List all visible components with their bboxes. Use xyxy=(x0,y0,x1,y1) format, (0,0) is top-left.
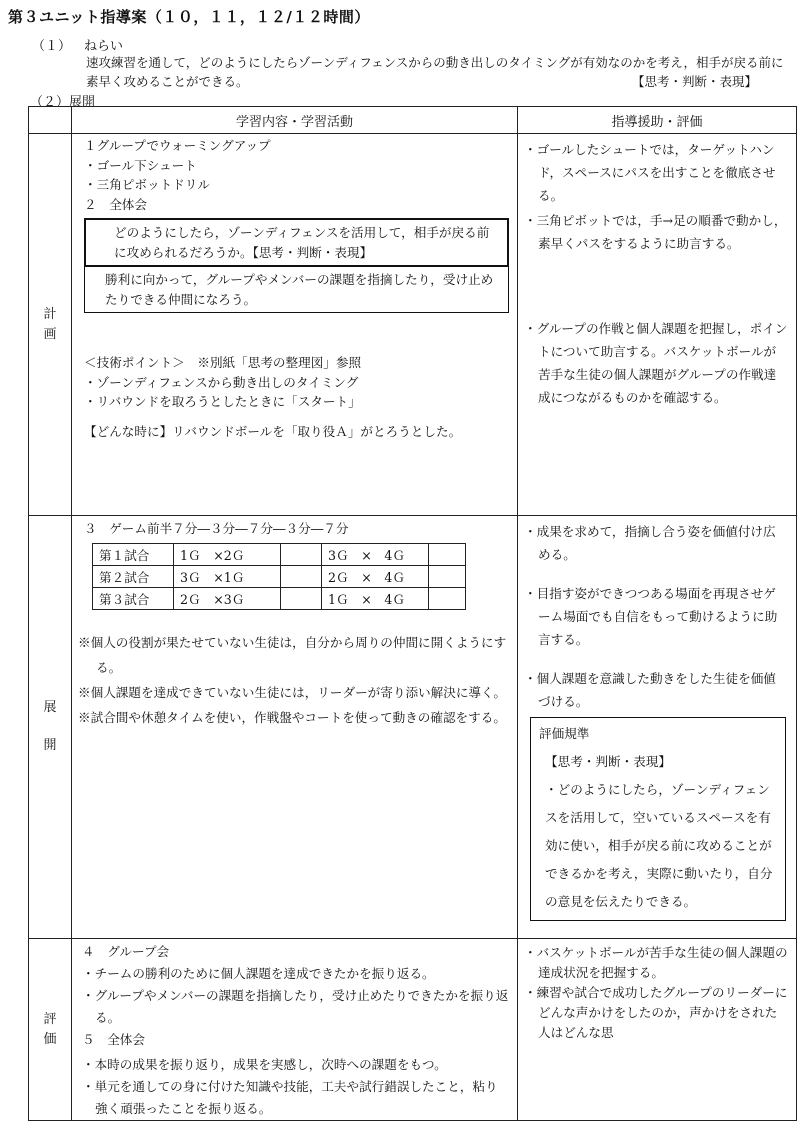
plan-intro-line: １グループでウォーミングアップ xyxy=(84,138,271,153)
plan-right xyxy=(518,134,797,516)
guidance-item: ・成果を求めて，指摘し合う姿を価値付け広める。 xyxy=(524,524,776,562)
phase-plan xyxy=(29,134,72,516)
evaluate-line: ・グループやメンバーの課題を指摘したり，受け止めたりできたかを振り返る。 xyxy=(82,988,509,1025)
when-text: リバウンドボールを「取り役Ａ」がとろうとした。 xyxy=(172,423,462,439)
game-gap xyxy=(429,565,466,587)
evaluate-line: ・チームの勝利のために個人課題を達成できたかを振り返る。 xyxy=(82,966,435,981)
plan-left xyxy=(72,134,518,516)
game-court2: 2Ｇ × 4Ｇ xyxy=(322,565,429,587)
develop-right xyxy=(518,516,797,939)
game-gap xyxy=(429,543,466,565)
game-court1: 3Ｇ ×1Ｇ xyxy=(174,565,281,587)
guidance-item: ・練習や試合で成功したグループのリーダーにどんな声かけをしたのか，声かけをされた人はどんな思 xyxy=(524,985,788,1040)
guidance-item: ・グループの作戦と個人課題を把握し，ポイントについて助言する。バスケットボールが苦手な生徒の個人課題がグループの作戦達成につながるものかを確認する。 xyxy=(524,321,788,405)
phase-develop xyxy=(29,516,72,939)
tech-points-title: ＜技術ポイント＞ ※別紙「思考の整理図」参照 xyxy=(84,355,362,370)
game-name: 第２試合 xyxy=(93,565,174,587)
game-court2: 1Ｇ × 4Ｇ xyxy=(322,587,429,609)
phase-plan-char2: 画 xyxy=(43,326,57,342)
guidance-item: ・バスケットボールが苦手な生徒の個人課題の達成状況を把握する。 xyxy=(524,945,788,980)
develop-left xyxy=(72,516,518,939)
evaluate-right xyxy=(518,939,797,1121)
table-row xyxy=(93,587,466,609)
lesson-table xyxy=(28,106,797,1121)
aim-heading xyxy=(32,35,123,54)
phase-evaluate xyxy=(29,939,72,1121)
header-guidance: 指導援助・評価 xyxy=(518,107,797,134)
guidance-item: ・ゴールしたシュートでは，ターゲットハンド，スペースにパスを出すことを徹底させる。 xyxy=(524,142,776,203)
goal-box: 勝利に向かって，グループやメンバーの課題を指摘したり，受け止めたりできる仲間になろう。 xyxy=(84,267,509,313)
aim-tag: 【思考・判断・表現】 xyxy=(632,74,758,89)
develop-note: ※個人課題を達成できていない生徒には，リーダーが寄り添い解決に導く。 xyxy=(78,684,506,700)
evaluation-criteria-tag: 【思考・判断・表現】 xyxy=(545,754,671,769)
plan-row xyxy=(29,134,797,516)
develop-guidance xyxy=(518,516,796,713)
tech-points xyxy=(72,313,517,412)
develop-row xyxy=(29,516,797,939)
game-schedule-table xyxy=(92,543,466,610)
page-title: 第３ユニット指導案（１０，１１，１２/１２時間） xyxy=(8,8,370,26)
phase-develop-char2: 開 xyxy=(43,738,57,753)
game-name: 第３試合 xyxy=(93,587,174,609)
phase-develop-char1: 展 xyxy=(43,700,57,715)
phase-evaluate-char1: 評 xyxy=(43,1011,57,1027)
plan-intro-line: ２ 全体会 xyxy=(84,196,147,212)
aim-number: （１） xyxy=(32,39,72,54)
plan-intro-line: ・三角ピボットドリル xyxy=(84,177,210,192)
table-row xyxy=(93,565,466,587)
header-blank xyxy=(29,107,72,134)
develop-note: ※試合間や休憩タイムを使い，作戦盤やコートを使って動きの確認をする。 xyxy=(78,709,506,725)
question-box: どのようにしたら，ゾーンディフェンスを活用して，相手が戻る前に攻められるだろうか。【思考・判断・表現】 xyxy=(84,218,509,267)
header-learning: 学習内容・学習活動 xyxy=(72,107,518,134)
evaluate-line: ４ グループ会 xyxy=(82,944,170,959)
evaluate-line: ・本時の成果を振り返り，成果を実感し，次時への課題をもつ。 xyxy=(82,1057,447,1072)
game-gap xyxy=(429,587,466,609)
guidance-item: ・個人課題を意識した動きをした生徒を価値づける。 xyxy=(524,671,776,709)
phase-plan-char1: 計 xyxy=(43,306,57,322)
evaluate-line: ５ 全体会 xyxy=(82,1032,145,1047)
plan-intro-line: ・ゴール下シュート xyxy=(84,157,197,173)
game-court1: 1Ｇ ×2Ｇ xyxy=(174,543,281,565)
aim-label: ねらい xyxy=(84,39,124,54)
game-court2: 3Ｇ × 4Ｇ xyxy=(322,543,429,565)
tenkai-heading: （２）展開 xyxy=(30,95,96,110)
evaluate-line: ・単元を通しての身に付けた知識や技能，工夫や試行錯誤したこと，粘り強く頑張ったことを振り返る。 xyxy=(82,1079,498,1116)
game-name: 第１試合 xyxy=(93,543,174,565)
game-gap xyxy=(281,565,322,587)
game-court1: 2Ｇ ×3Ｇ xyxy=(174,587,281,609)
evaluation-criteria-box xyxy=(530,717,786,921)
plan-intro xyxy=(72,134,517,214)
game-heading: ３ ゲーム前半７分―３分―７分―３分―７分 xyxy=(84,521,349,536)
guidance-item: ・目指す姿ができつつある場面を再現させゲーム場面でも自信をもって動けるように助言する。 xyxy=(524,586,778,647)
tech-point-item: ・ゾーンディフェンスから動き出しのタイミング xyxy=(84,374,359,390)
phase-evaluate-char2: 価 xyxy=(43,1031,57,1047)
table-row xyxy=(93,543,466,565)
evaluation-criteria-title: 評価規準 xyxy=(539,726,590,741)
table-header-row xyxy=(29,107,797,134)
plan-guidance xyxy=(518,134,796,409)
develop-notes xyxy=(72,610,517,730)
when-label: 【どんな時に】 xyxy=(84,423,173,439)
game-gap xyxy=(281,543,322,565)
tech-point-item: ・リバウンドを取ろうとしたときに「スタート」 xyxy=(84,394,361,409)
guidance-item: ・三角ピボットでは，手→足の順番で動かし，素早くパスをするように助言する。 xyxy=(524,213,787,251)
evaluate-left xyxy=(72,939,518,1121)
aim-text: 速攻練習を通して，どのようにしたらゾーンディフェンスからの動き出しのタイミングが有効なのかを考え，相手が戻る前に素早く攻めることができる。 xyxy=(86,55,784,89)
evaluation-criteria-text: ・どのようにしたら，ゾーンディフェンスを活用して，空いているスペースを有効に使い，相手が戻る前に攻めることができるかを考え，実際に動いたり，自分の意見を伝えたりできる。 xyxy=(545,782,773,909)
evaluate-guidance xyxy=(518,939,796,1043)
evaluate-activities xyxy=(72,939,517,1120)
when-note xyxy=(72,412,517,442)
evaluate-row xyxy=(29,939,797,1121)
game-gap xyxy=(281,587,322,609)
develop-note: ※個人の役割が果たせていない生徒は，自分から周りの仲間に開くようにする。 xyxy=(78,634,507,675)
